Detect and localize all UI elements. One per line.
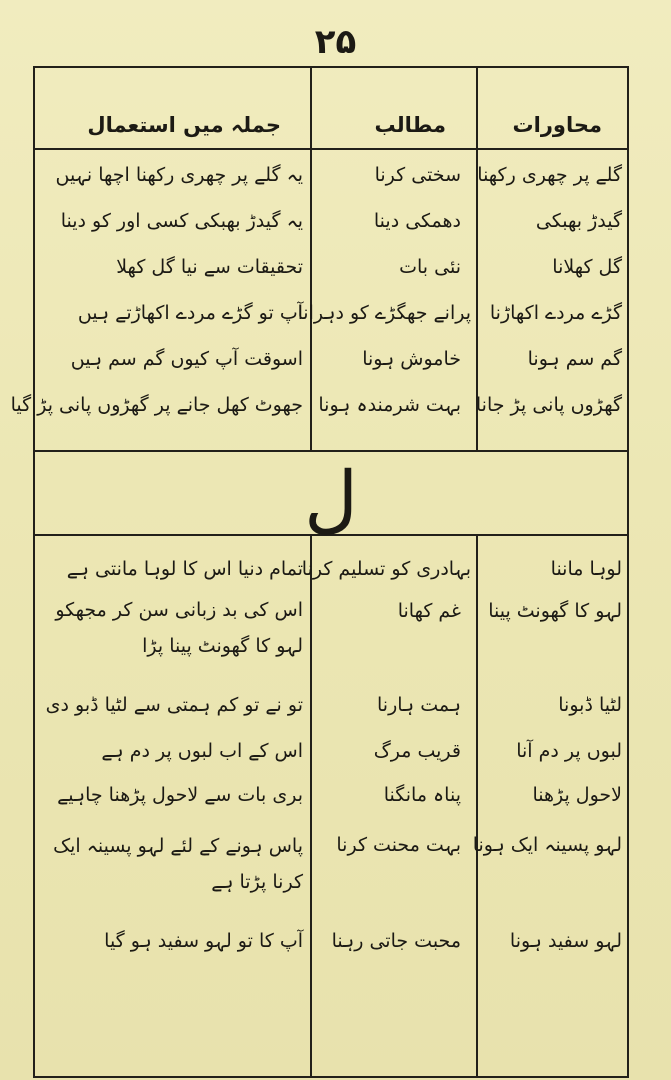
- usage-cell: تمام دنیا اس کا لوہا مانتی ہے: [66, 558, 303, 580]
- header-divider: [35, 148, 627, 150]
- column-divider: [310, 534, 312, 1076]
- usage-cell: یہ گلے پر چھری رکھنا اچھا نہیں: [55, 164, 303, 186]
- idiom-cell: لہو سفید ہونا: [509, 930, 622, 952]
- usage-cell: پاس ہونے کے لئے لہو پسینہ ایک کرنا پڑتا ہے: [53, 835, 303, 893]
- usage-cell: بری بات سے لاحول پڑھنا چاہیے: [57, 784, 303, 806]
- meaning-cell: محبت جاتی رہنا: [331, 930, 461, 952]
- column-divider: [476, 68, 478, 450]
- meaning-cell: خاموش ہونا: [362, 348, 461, 370]
- column-divider: [476, 534, 478, 1076]
- meaning-cell: غم کھانا: [397, 600, 461, 622]
- idiom-cell: لہو کا گھونٹ پینا: [488, 600, 622, 622]
- header-meanings: مطالب: [374, 113, 446, 137]
- meaning-cell: بہت محنت کرنا: [336, 834, 461, 856]
- usage-cell: یہ گیدڑ بھبکی کسی اور کو دینا: [60, 210, 303, 232]
- idiom-cell: گھڑوں پانی پڑ جانا: [475, 394, 622, 416]
- meaning-cell: نئی بات: [399, 256, 461, 278]
- usage-cell: تو نے تو کم ہمتی سے لٹیا ڈبو دی: [45, 694, 303, 716]
- meaning-cell: پرانے جھگڑے کو دہرانا: [297, 302, 471, 324]
- idiom-cell: گڑے مردے اکھاڑنا: [489, 302, 622, 324]
- idiom-table: [10, 66, 629, 1078]
- header-idioms: محاورات: [512, 113, 602, 137]
- meaning-cell: بہت شرمندہ ہونا: [318, 394, 461, 416]
- idiom-cell: گلے پر چھری رکھنا: [477, 164, 622, 186]
- idiom-cell: گیدڑ بھبکی: [535, 210, 622, 232]
- section-letter: ل: [304, 456, 358, 542]
- section-divider: [35, 450, 627, 452]
- meaning-cell: پناہ مانگنا: [383, 784, 461, 806]
- meaning-cell: قریب مرگ: [373, 740, 461, 762]
- idiom-cell: لبوں پر دم آنا: [516, 740, 622, 762]
- idiom-cell: لٹیا ڈبونا: [558, 694, 622, 716]
- usage-cell: جھوٹ کھل جانے پر گھڑوں پانی پڑ گیا: [10, 394, 303, 416]
- column-divider: [310, 68, 312, 450]
- meaning-cell: بہادری کو تسلیم کرنا: [301, 558, 471, 580]
- meaning-cell: سختی کرنا: [374, 164, 461, 186]
- idiom-cell: گل کھلانا: [552, 256, 622, 278]
- usage-cell: اس کی بد زبانی سن کر مجھکو لہو کا گھونٹ پینا پڑا: [55, 599, 303, 657]
- idiom-cell: لاحول پڑھنا: [532, 784, 622, 806]
- idiom-cell: لہو پسینہ ایک ہونا: [472, 834, 622, 856]
- header-usage: جملہ میں استعمال: [87, 113, 281, 137]
- meaning-cell: ہمت ہارنا: [377, 694, 461, 716]
- usage-cell: آپ تو گڑے مردے اکھاڑتے ہیں: [77, 302, 303, 324]
- page-number: ۲۵: [314, 22, 357, 62]
- usage-cell: اس کے اب لبوں پر دم ہے: [101, 740, 303, 762]
- usage-cell: اسوقت آپ کیوں گم سم ہیں: [70, 348, 303, 370]
- idiom-cell: گم سم ہونا: [527, 348, 622, 370]
- meaning-cell: دھمکی دینا: [373, 210, 461, 232]
- idiom-cell: لوہا ماننا: [550, 558, 622, 580]
- usage-cell: آپ کا تو لہو سفید ہو گیا: [104, 930, 303, 952]
- usage-cell: تحقیقات سے نیا گل کھلا: [116, 256, 303, 278]
